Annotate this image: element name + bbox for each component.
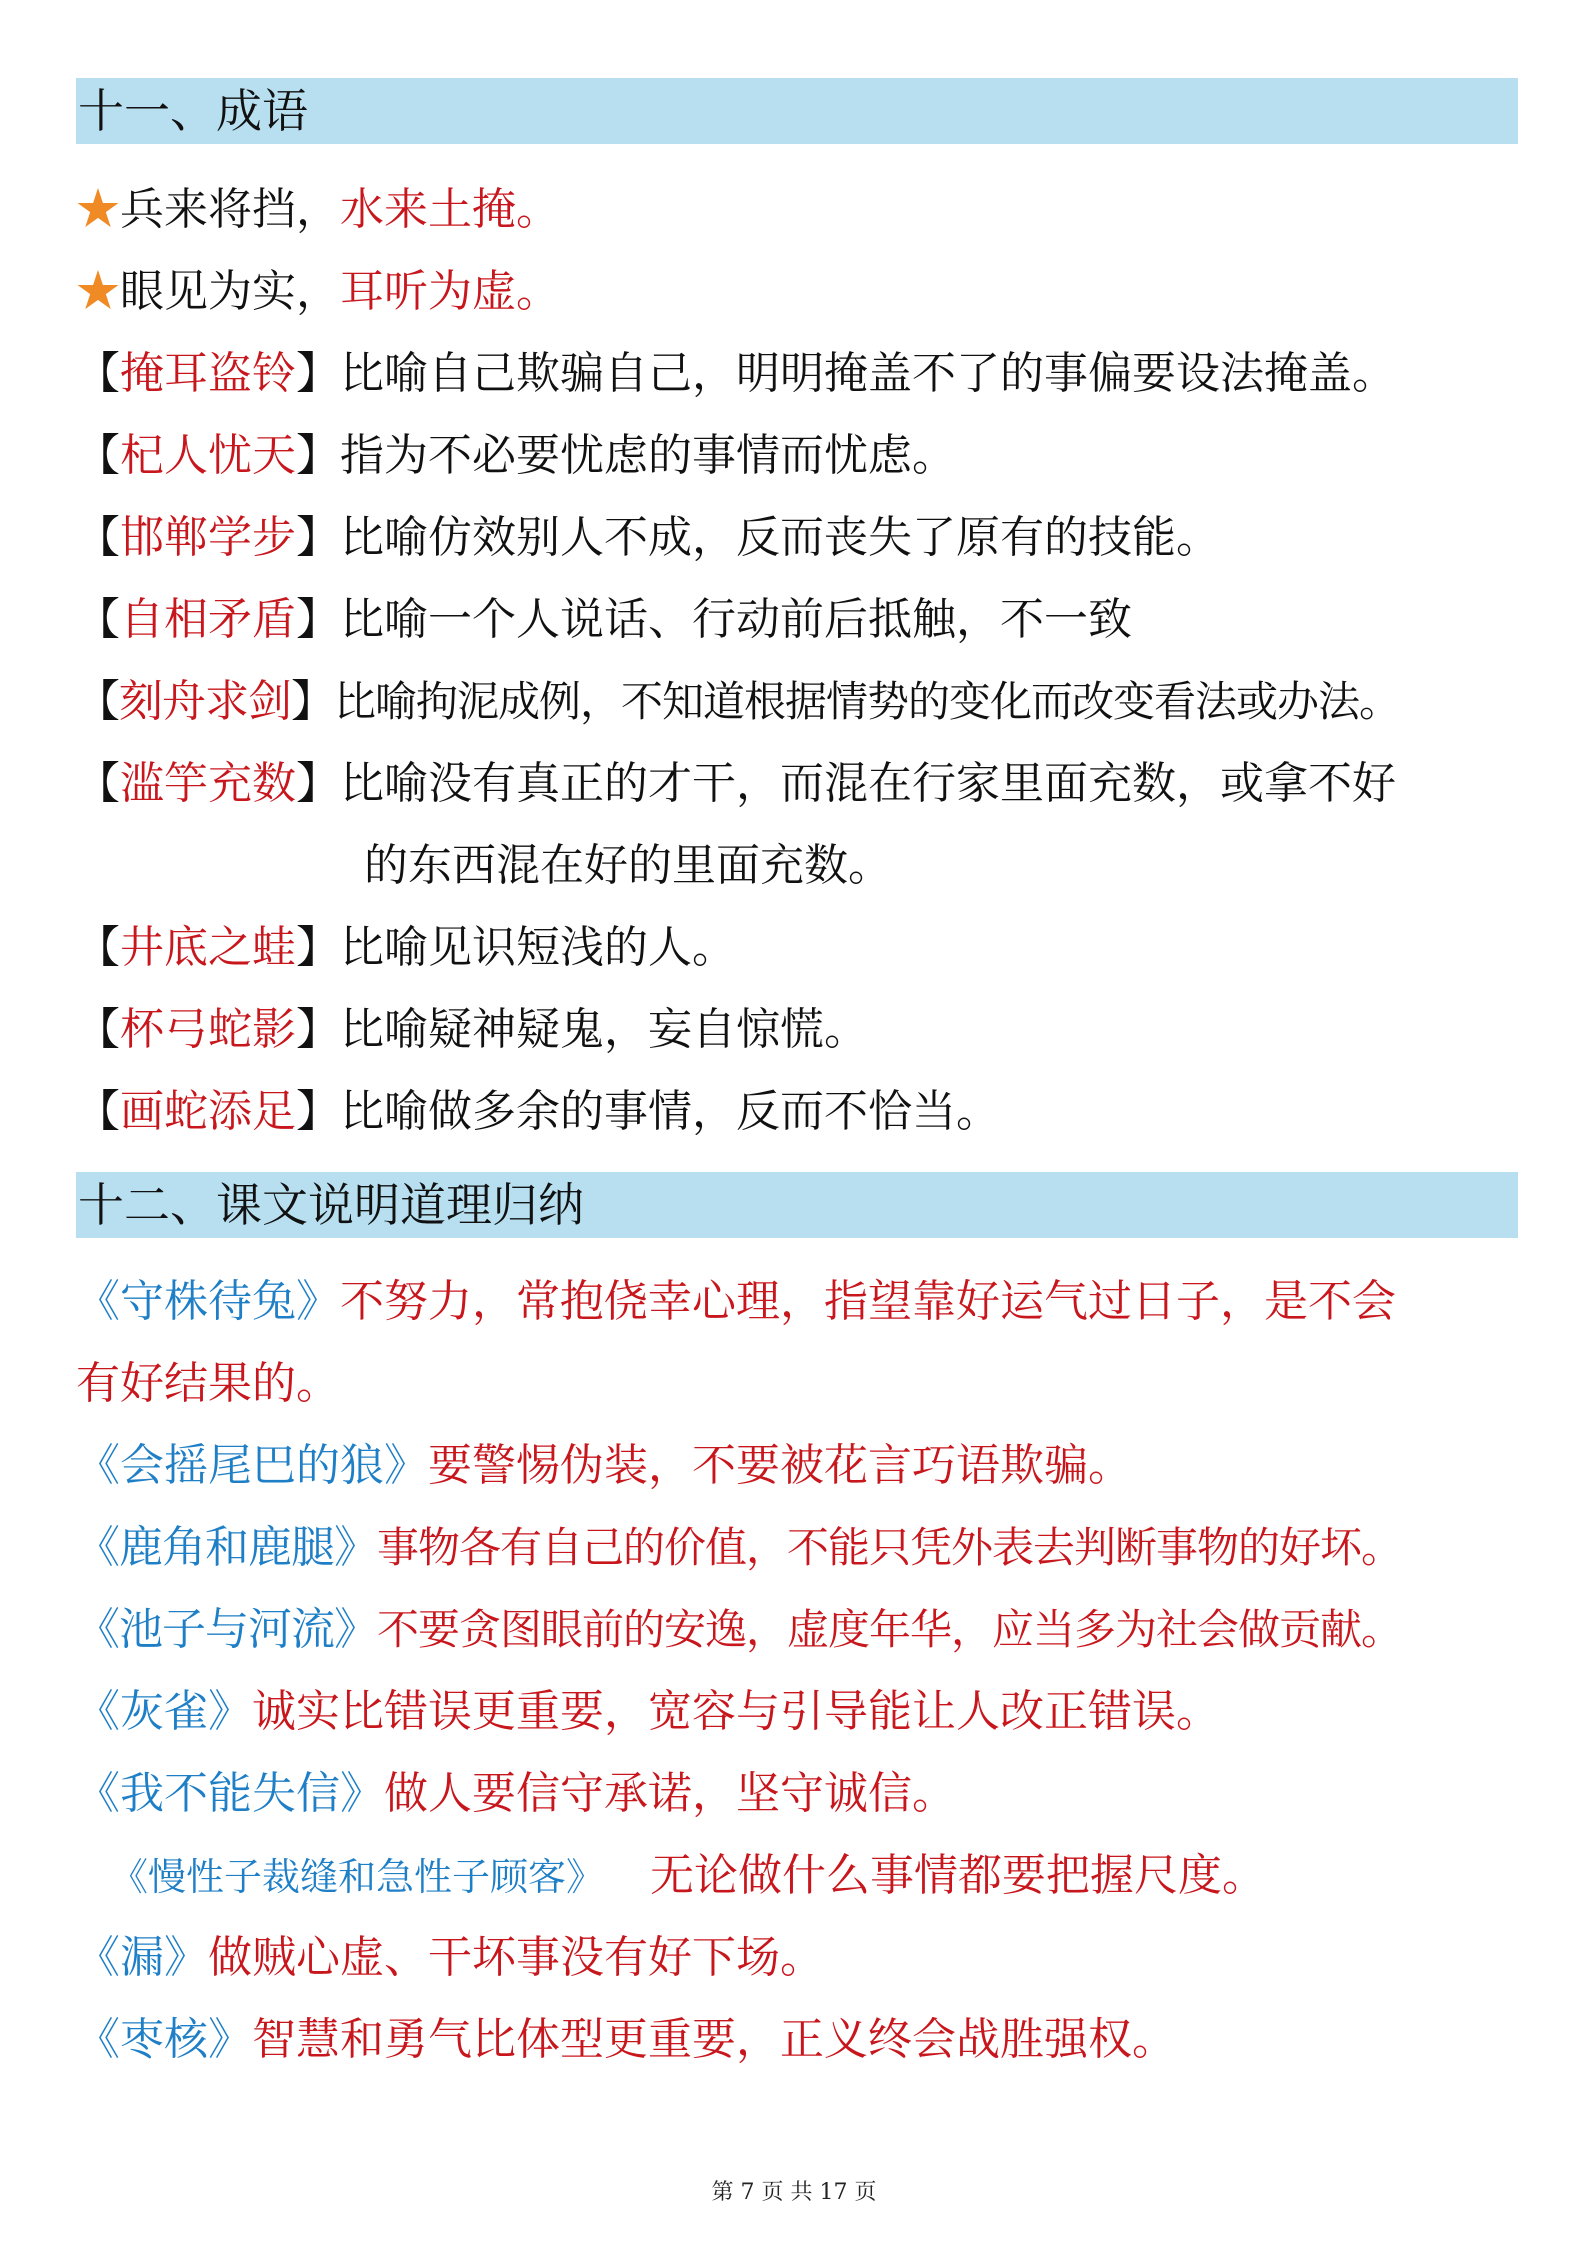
bracket-close: 】 [296,1004,340,1055]
lesson-text: 做人要信守承诺，坚守诚信。 [384,1768,956,1819]
proverb-line [76,180,560,240]
bracket-close: 】 [296,1086,340,1137]
section-header-idioms [76,78,1518,144]
lesson-line [76,1272,1396,1332]
lesson-title: 《枣核》 [76,2014,252,2065]
bracket-close: 】 [296,512,340,563]
idiom-meaning: 比喻自己欺骗自己，明明掩盖不了的事偏要设法掩盖。 [340,348,1396,399]
lesson-title: 《鹿角和鹿腿》 [76,1522,377,1573]
idiom-line [76,1000,868,1060]
idiom-term: 自相矛盾 [120,594,296,645]
section-header-lessons [76,1172,1518,1238]
idiom-line [76,590,1132,650]
proverb-first: 眼见为实， [120,266,340,317]
lesson-title: 《灰雀》 [76,1686,252,1737]
bracket-open: 【 [76,430,120,481]
lesson-line [76,1928,824,1988]
bracket-close: 】 [291,676,334,727]
idiom-meaning: 比喻仿效别人不成，反而丧失了原有的技能。 [340,512,1220,563]
idiom-term: 滥竽充数 [120,758,296,809]
bracket-open: 【 [76,676,119,727]
idiom-meaning: 比喻见识短浅的人。 [340,922,736,973]
idiom-meaning: 比喻一个人说话、行动前后抵触，不一致 [340,594,1132,645]
lesson-text: 无论做什么事情都要把握尺度。 [650,1850,1267,1901]
lesson-text: 要警惕伪装，不要被花言巧语欺骗。 [428,1440,1132,1491]
idiom-line [76,1082,1000,1142]
idiom-meaning: 比喻没有真正的才干，而混在行家里面充数，或拿不好 [340,758,1396,809]
idiom-term: 杯弓蛇影 [120,1004,296,1055]
idiom-term: 邯郸学步 [120,512,296,563]
idiom-meaning: 比喻做多余的事情，反而不恰当。 [340,1086,1000,1137]
lesson-title: 《会摇尾巴的狼》 [76,1440,428,1491]
section-title: 十一、成语 [78,84,308,138]
idiom-meaning: 比喻拘泥成例，不知道根据情势的变化而改变看法或办法。 [334,677,1401,726]
idiom-meaning-continued: 的东西混在好的里面充数。 [364,840,892,891]
bracket-open: 【 [76,594,120,645]
lesson-text-continued: 有好结果的。 [76,1358,340,1409]
lesson-title: 《我不能失信》 [76,1768,384,1819]
idiom-line [76,508,1220,568]
lesson-line [76,2010,1176,2070]
lesson-text: 做贼心虚、干坏事没有好下场。 [208,1932,824,1983]
idiom-term: 画蛇添足 [120,1086,296,1137]
lesson-line [76,1764,956,1824]
lesson-text: 诚实比错误更重要，宽容与引导能让人改正错误。 [252,1686,1220,1737]
idiom-term: 掩耳盗铃 [120,348,296,399]
proverb-first: 兵来将挡， [120,184,340,235]
star-icon: ★ [76,184,120,235]
lesson-line [76,1436,1132,1496]
lesson-line [110,1846,1266,1907]
bracket-close: 】 [296,922,340,973]
lesson-text: 不要贪图眼前的安逸，虚度年华，应当多为社会做贡献。 [377,1605,1403,1654]
idiom-line [76,426,956,486]
lesson-text: 智慧和勇气比体型更重要，正义终会战胜强权。 [252,2014,1176,2065]
lesson-line [76,1682,1220,1742]
idiom-line [76,344,1396,404]
lesson-text: 不努力，常抱侥幸心理，指望靠好运气过日子，是不会 [340,1276,1396,1327]
lesson-line-continued [76,1354,340,1414]
lesson-title: 《漏》 [76,1932,208,1983]
proverb-second: 水来土掩。 [340,184,560,235]
lesson-title: 《守株待兔》 [76,1276,340,1327]
bracket-open: 【 [76,512,120,563]
lesson-line [76,1518,1402,1578]
bracket-close: 】 [296,430,340,481]
bracket-open: 【 [76,1004,120,1055]
lesson-title: 《池子与河流》 [76,1604,377,1655]
idiom-term: 杞人忧天 [120,430,296,481]
bracket-close: 】 [296,758,340,809]
bracket-close: 】 [296,348,340,399]
bracket-open: 【 [76,922,120,973]
page-number: 第 7 页 共 17 页 [711,2180,877,2205]
idiom-line [76,754,1396,814]
idiom-term: 井底之蛙 [120,922,296,973]
bracket-open: 【 [76,1086,120,1137]
idiom-line [76,672,1400,732]
bracket-open: 【 [76,758,120,809]
idiom-line [76,918,736,978]
bracket-open: 【 [76,348,120,399]
lesson-title: 《慢性子裁缝和急性子顾客》 [110,1855,605,1899]
idiom-meaning: 比喻疑神疑鬼，妄自惊慌。 [340,1004,868,1055]
proverb-second: 耳听为虚。 [340,266,560,317]
lesson-text: 事物各有自己的价值，不能只凭外表去判断事物的好坏。 [377,1523,1403,1572]
bracket-close: 】 [296,594,340,645]
section-title: 十二、课文说明道理归纳 [78,1178,584,1232]
proverb-line [76,262,560,322]
idiom-meaning: 指为不必要忧虑的事情而忧虑。 [340,430,956,481]
star-icon: ★ [76,266,120,317]
lesson-line [76,1600,1402,1660]
idiom-term: 刻舟求剑 [119,676,291,727]
